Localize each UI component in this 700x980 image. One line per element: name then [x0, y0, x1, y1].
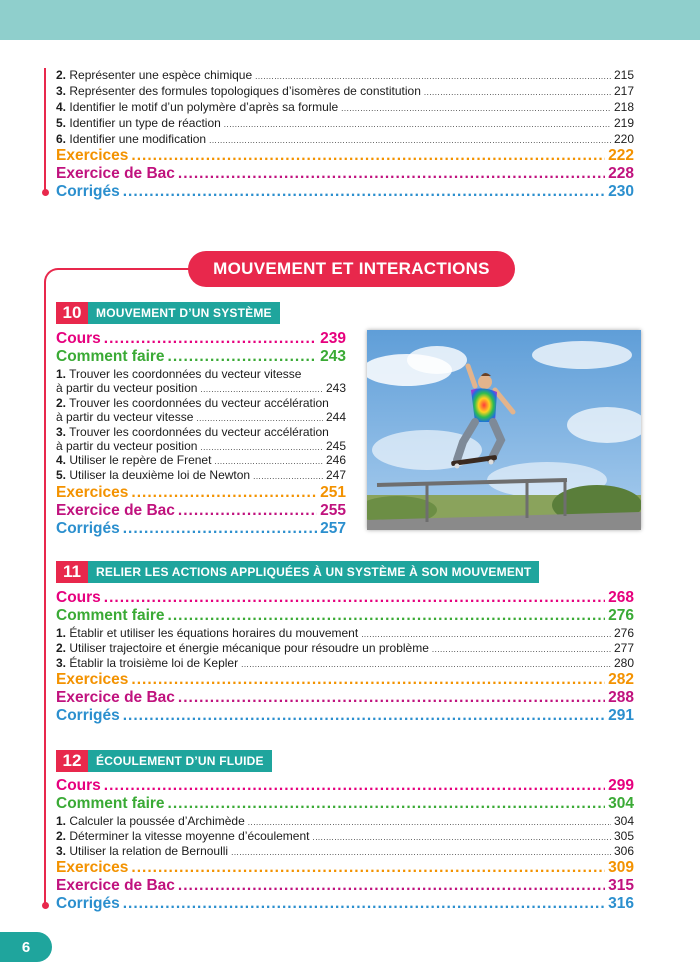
chapter-number: 12	[56, 750, 88, 772]
toc-exercice-de-bac[interactable]: Exercice de Bac ..... 288	[56, 689, 634, 707]
toc-item-line1[interactable]: 1. Trouver les coordonnées du vecteur vitesse	[56, 367, 302, 381]
toc-comment-faire[interactable]: Comment faire ..... 304	[56, 795, 634, 813]
toc-item[interactable]: 3. Représenter des formules topologiques d’isomères de constitution ..... 217	[56, 84, 634, 98]
toc-exercice-de-bac[interactable]: Exercice de Bac ..... 228	[56, 165, 634, 183]
toc-exercices[interactable]: Exercices ..... 222	[56, 147, 634, 165]
toc-item[interactable]: 5. Utiliser la deuxième loi de Newton ..... 247	[56, 468, 346, 482]
toc-exercice-de-bac[interactable]: Exercice de Bac ..... 315	[56, 877, 634, 895]
toc-item[interactable]: 4. Utiliser le repère de Frenet ..... 246	[56, 453, 346, 467]
skateboarder-photo	[367, 330, 641, 530]
top-band	[0, 0, 700, 40]
chapter-number: 11	[56, 561, 88, 583]
toc-item[interactable]: 2. Déterminer la vitesse moyenne d’écoulement ..... 305	[56, 829, 634, 843]
toc-item[interactable]: 4. Identifier le motif d’un polymère d’après sa formule ..... 218	[56, 100, 634, 114]
chapter-10-header[interactable]	[56, 302, 280, 324]
toc-item[interactable]: 2. Représenter une espèce chimique ..... 215	[56, 68, 634, 82]
toc-exercices[interactable]: Exercices ..... 251	[56, 484, 346, 502]
section-margin-dot	[42, 902, 49, 909]
toc-comment-faire[interactable]: Comment faire ..... 243	[56, 348, 346, 366]
toc-cours[interactable]: Cours ..... 268	[56, 589, 634, 607]
toc-item[interactable]: à partir du vecteur position ..... 245	[56, 439, 346, 453]
toc-exercice-de-bac[interactable]: Exercice de Bac ..... 255	[56, 502, 346, 520]
toc-corriges[interactable]: Corrigés ..... 230	[56, 183, 634, 201]
top-margin-line	[44, 68, 46, 193]
toc-item[interactable]: 3. Utiliser la relation de Bernoulli ..... 306	[56, 844, 634, 858]
chapter-title: ÉCOULEMENT D’UN FLUIDE	[88, 750, 272, 772]
page-number: 6	[0, 932, 52, 962]
toc-corriges[interactable]: Corrigés ..... 291	[56, 707, 634, 725]
toc-exercices[interactable]: Exercices ..... 282	[56, 671, 634, 689]
toc-item-line1[interactable]: 3. Trouver les coordonnées du vecteur accélération	[56, 425, 329, 439]
toc-item-line1[interactable]: 2. Trouver les coordonnées du vecteur accélération	[56, 396, 329, 410]
toc-item[interactable]: 5. Identifier un type de réaction ..... 219	[56, 116, 634, 130]
section-margin-line	[44, 284, 46, 904]
chapter-12-header[interactable]	[56, 750, 272, 772]
toc-item[interactable]: à partir du vecteur vitesse ..... 244	[56, 410, 346, 424]
chapter-title: MOUVEMENT D’UN SYSTÈME	[88, 302, 280, 324]
toc-exercices[interactable]: Exercices ..... 309	[56, 859, 634, 877]
toc-cours[interactable]: Cours ..... 239	[56, 330, 346, 348]
chapter-11-header[interactable]	[56, 561, 539, 583]
toc-item[interactable]: 1. Établir et utiliser les équations horaires du mouvement ..... 276	[56, 626, 634, 640]
section-title: MOUVEMENT ET INTERACTIONS	[188, 251, 515, 287]
section-margin-curve	[44, 268, 190, 290]
toc-item[interactable]: 6. Identifier une modification ..... 220	[56, 132, 634, 146]
chapter-title: RELIER LES ACTIONS APPLIQUÉES À UN SYSTÈME À SON MOUVEMENT	[88, 561, 539, 583]
toc-cours[interactable]: Cours ..... 299	[56, 777, 634, 795]
toc-item[interactable]: 2. Utiliser trajectoire et énergie mécanique pour résoudre un problème ..... 277	[56, 641, 634, 655]
toc-corriges[interactable]: Corrigés ..... 316	[56, 895, 634, 913]
toc-item[interactable]: à partir du vecteur position ..... 243	[56, 381, 346, 395]
top-margin-dot	[42, 189, 49, 196]
toc-item[interactable]: 1. Calculer la poussée d’Archimède ..... 304	[56, 814, 634, 828]
chapter-number: 10	[56, 302, 88, 324]
toc-item[interactable]: 3. Établir la troisième loi de Kepler ..... 280	[56, 656, 634, 670]
toc-corriges[interactable]: Corrigés ..... 257	[56, 520, 346, 538]
toc-comment-faire[interactable]: Comment faire ..... 276	[56, 607, 634, 625]
